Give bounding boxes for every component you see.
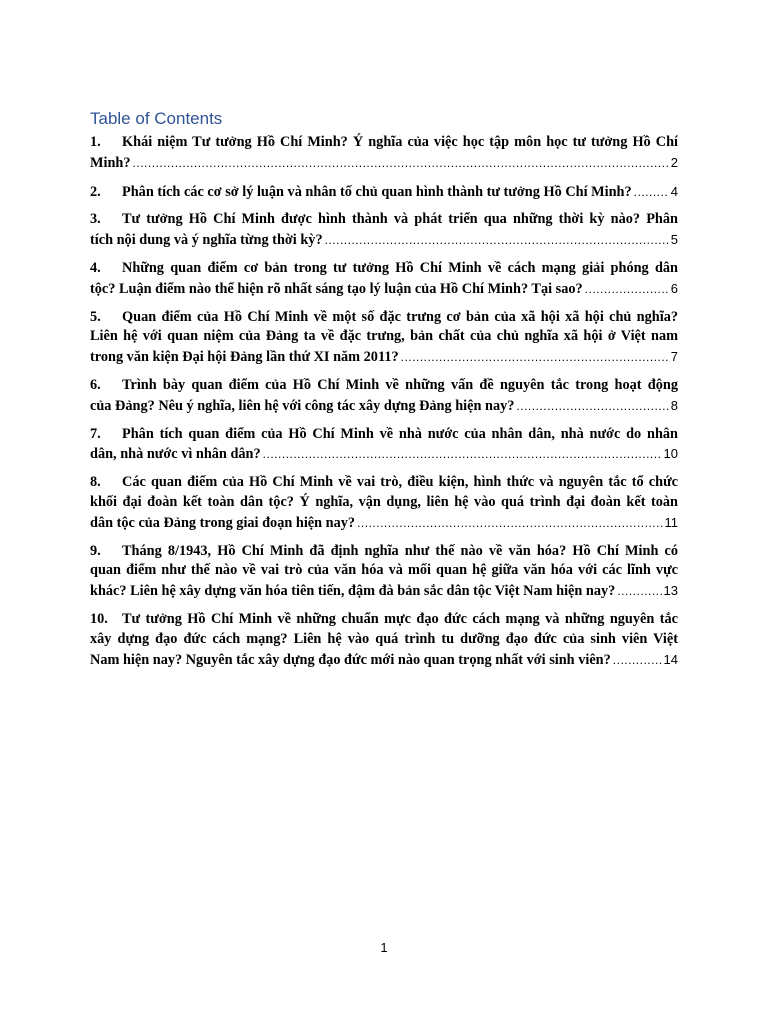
toc-entry-text: Minh? xyxy=(90,154,131,171)
table-of-contents xyxy=(90,108,678,678)
toc-entry-number: 8. xyxy=(90,474,101,491)
toc-entry-first-line xyxy=(90,610,678,630)
toc-entries xyxy=(90,133,678,670)
toc-entry-number: 6. xyxy=(90,376,101,393)
toc-dot-leader xyxy=(516,397,668,417)
toc-dot-leader xyxy=(634,183,669,203)
toc-dot-leader xyxy=(401,348,669,368)
toc-page-number: 10 xyxy=(663,446,678,462)
toc-entry-number: 10. xyxy=(90,610,108,627)
toc-entry-last-line xyxy=(90,444,678,465)
toc-dot-leader xyxy=(133,154,669,174)
toc-entry-last-line xyxy=(90,650,678,671)
toc-entry-text: tích nội dung và ý nghĩa từng thời kỳ? xyxy=(90,232,323,249)
toc-dot-leader xyxy=(263,445,662,465)
toc-entry-text: Phân tích các cơ sở lý luận và nhân tố chủ quan hình thành tư tưởng Hồ Chí Minh? xyxy=(122,183,632,200)
toc-entry-first-line xyxy=(90,210,678,230)
toc-entry-text: Khái niệm Tư tưởng Hồ Chí Minh? Ý nghĩa của việc học tập môn học tư tưởng Hồ Chí xyxy=(122,134,678,150)
toc-entry-text: Nam hiện nay? Nguyên tắc xây dựng đạo đức mới nào quan trọng nhất với sinh viên? xyxy=(90,651,611,668)
toc-entry-first-line xyxy=(90,308,678,328)
toc-entry[interactable] xyxy=(90,542,678,602)
toc-page-number: 11 xyxy=(664,514,678,530)
toc-page-number: 2 xyxy=(670,154,678,170)
toc-entry-last-line xyxy=(90,513,678,534)
toc-entry[interactable] xyxy=(90,182,678,203)
toc-entry-first-line xyxy=(90,473,678,493)
toc-dot-leader xyxy=(585,280,669,300)
toc-entry-text: của Đảng? Nêu ý nghĩa, liên hệ với công tác xây dựng Đảng hiện nay? xyxy=(90,397,515,414)
toc-page-number: 7 xyxy=(670,349,678,365)
toc-page-number: 6 xyxy=(670,280,678,296)
toc-entry-text: dân, nhà nước vì nhân dân? xyxy=(90,446,261,463)
toc-entry-last-line xyxy=(90,396,678,417)
toc-entry[interactable] xyxy=(90,610,678,670)
toc-entry-first-line xyxy=(90,133,678,153)
toc-dot-leader xyxy=(325,231,669,251)
toc-entry-last-line xyxy=(90,279,678,300)
toc-entry-number: 5. xyxy=(90,308,101,325)
toc-entry[interactable] xyxy=(90,259,678,300)
toc-entry-line: Liên hệ với quan niệm của Đảng ta về đặc trưng, bản chất của chủ nghĩa xã hội ở Việt nam xyxy=(90,328,678,345)
toc-entry[interactable] xyxy=(90,210,678,251)
toc-entry-number: 1. xyxy=(90,134,101,150)
toc-entry-number: 2. xyxy=(90,183,101,200)
toc-dot-leader xyxy=(617,582,661,602)
toc-entry[interactable] xyxy=(90,133,678,174)
toc-page-number: 13 xyxy=(663,583,678,599)
toc-entry-first-line xyxy=(90,425,678,445)
toc-page-number: 4 xyxy=(670,183,678,199)
toc-entry[interactable] xyxy=(90,473,678,533)
page-number: 1 xyxy=(380,940,388,955)
toc-entry-number: 3. xyxy=(90,211,101,228)
toc-entry-line: xây dựng đạo đức cách mạng? Liên hệ vào quá trình tu dưỡng đạo đức của sinh viên Việt xyxy=(90,630,678,647)
toc-entry-text: Quan điểm của Hồ Chí Minh về một số đặc trưng cơ bản của xã hội xã hội chủ nghĩa? xyxy=(122,308,678,325)
toc-entry-line: khối đại đoàn kết toàn dân tộc? Ý nghĩa, vận dụng, liên hệ vào quá trình đại đoàn kết toàn xyxy=(90,493,678,510)
toc-entry-first-line xyxy=(90,376,678,396)
toc-entry-text: Các quan điểm của Hồ Chí Minh về vai trò, điều kiện, hình thức và nguyên tắc tổ chức xyxy=(122,474,678,491)
toc-entry-text: Tư tưởng Hồ Chí Minh về những chuẩn mực đạo đức cách mạng và những nguyên tắc xyxy=(122,610,678,627)
toc-entry-text: tộc? Luận điểm nào thể hiện rõ nhất sáng tạo lý luận của Hồ Chí Minh? Tại sao? xyxy=(90,280,583,297)
toc-entry-first-line xyxy=(90,542,678,562)
toc-heading: Table of Contents xyxy=(90,109,223,128)
toc-entry-number: 9. xyxy=(90,542,101,559)
toc-entry-text: dân tộc của Đảng trong giai đoạn hiện nay? xyxy=(90,514,356,531)
toc-entry-line: quan điểm như thế nào về vai trò của văn hóa và mối quan hệ giữa văn hóa với các lĩnh vực xyxy=(90,562,678,579)
toc-page-number: 14 xyxy=(663,651,678,667)
toc-page-number: 8 xyxy=(670,397,678,413)
toc-dot-leader xyxy=(613,651,662,671)
toc-entry-last-line xyxy=(90,153,678,174)
toc-entry-last-line xyxy=(90,581,678,602)
toc-entry-text: Trình bày quan điểm của Hồ Chí Minh về những vấn đề nguyên tắc trong hoạt động xyxy=(122,376,678,393)
toc-entry-last-line xyxy=(90,230,678,251)
toc-entry-text: Phân tích quan điểm của Hồ Chí Minh về nhà nước của nhân dân, nhà nước do nhân xyxy=(122,425,678,442)
toc-entry[interactable] xyxy=(90,308,678,368)
toc-entry-first-line xyxy=(90,259,678,279)
toc-dot-leader xyxy=(357,514,662,534)
toc-entry-number: 4. xyxy=(90,259,101,276)
toc-entry-text: Những quan điểm cơ bản trong tư tưởng Hồ Chí Minh về cách mạng giải phóng dân xyxy=(122,259,678,276)
toc-entry-text: khác? Liên hệ xây dựng văn hóa tiên tiến, đậm đà bản sắc dân tộc Việt Nam hiện nay? xyxy=(90,583,616,600)
toc-entry-text: Tháng 8/1943, Hồ Chí Minh đã định nghĩa như thế nào về văn hóa? Hồ Chí Minh có xyxy=(122,542,678,559)
toc-entry-number: 7. xyxy=(90,425,101,442)
toc-entry-last-line xyxy=(90,347,678,368)
toc-entry-text: trong văn kiện Đại hội Đảng lần thứ XI năm 2011? xyxy=(90,349,399,366)
toc-entry[interactable] xyxy=(90,425,678,466)
toc-page-number: 5 xyxy=(670,232,678,248)
toc-entry-last-line xyxy=(90,182,678,203)
toc-entry-text: Tư tưởng Hồ Chí Minh được hình thành và phát triển qua những thời kỳ nào? Phân xyxy=(122,211,678,228)
toc-entry[interactable] xyxy=(90,376,678,417)
